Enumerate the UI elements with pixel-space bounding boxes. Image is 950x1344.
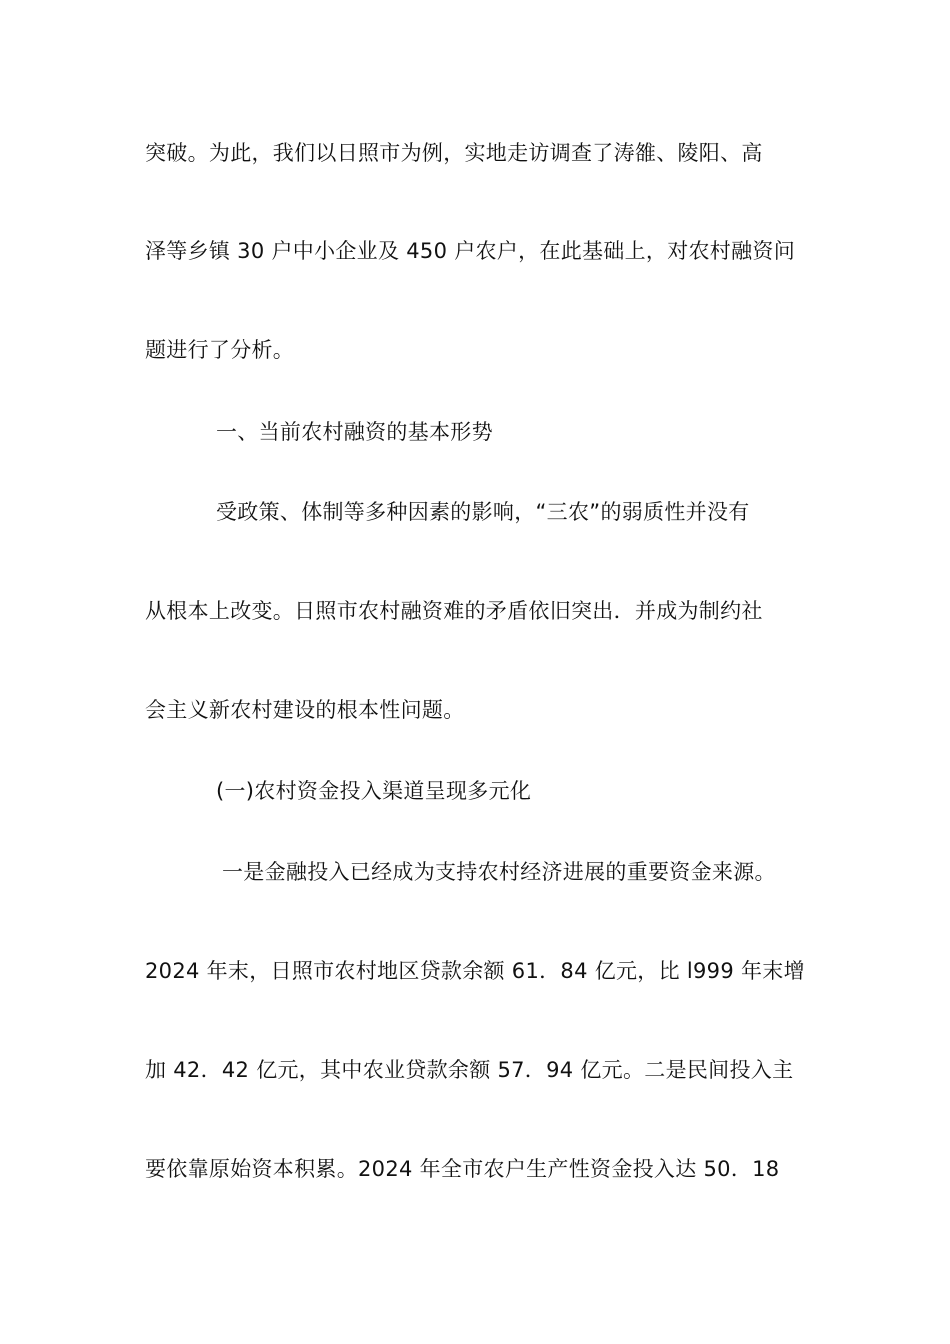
paragraph-channels-line-3: 加 42．42 亿元，其中农业贷款余额 57．94 亿元。二是民间投入主 xyxy=(145,1058,794,1082)
subsection-heading: (一)农村资金投入渠道呈现多元化 xyxy=(216,779,532,803)
section-heading: 一、当前农村融资的基本形势 xyxy=(216,420,493,444)
paragraph-intro-line-1: 突破。为此，我们以日照市为例，实地走访调查了涛雒、陵阳、高 xyxy=(145,141,763,165)
paragraph-situation-line-2: 从根本上改变。日照市农村融资难的矛盾依旧突出．并成为制约社 xyxy=(145,599,763,623)
paragraph-channels-line-4: 要依靠原始资本积累。2024 年全市农户生产性资金投入达 50．18 xyxy=(145,1157,780,1181)
paragraph-situation-line-3: 会主义新农村建设的根本性问题。 xyxy=(145,698,465,722)
paragraph-intro-line-3: 题进行了分析。 xyxy=(145,338,295,362)
paragraph-intro-line-2: 泽等乡镇 30 户中小企业及 450 户农户，在此基础上，对农村融资问 xyxy=(145,239,796,263)
paragraph-channels-line-1: 一是金融投入已经成为支持农村经济进展的重要资金来源。 xyxy=(222,860,776,884)
paragraph-situation-line-1: 受政策、体制等多种因素的影响，“三农”的弱质性并没有 xyxy=(216,500,750,524)
paragraph-channels-line-2: 2024 年末，日照市农村地区贷款余额 61．84 亿元，比 l999 年末增 xyxy=(145,959,805,983)
